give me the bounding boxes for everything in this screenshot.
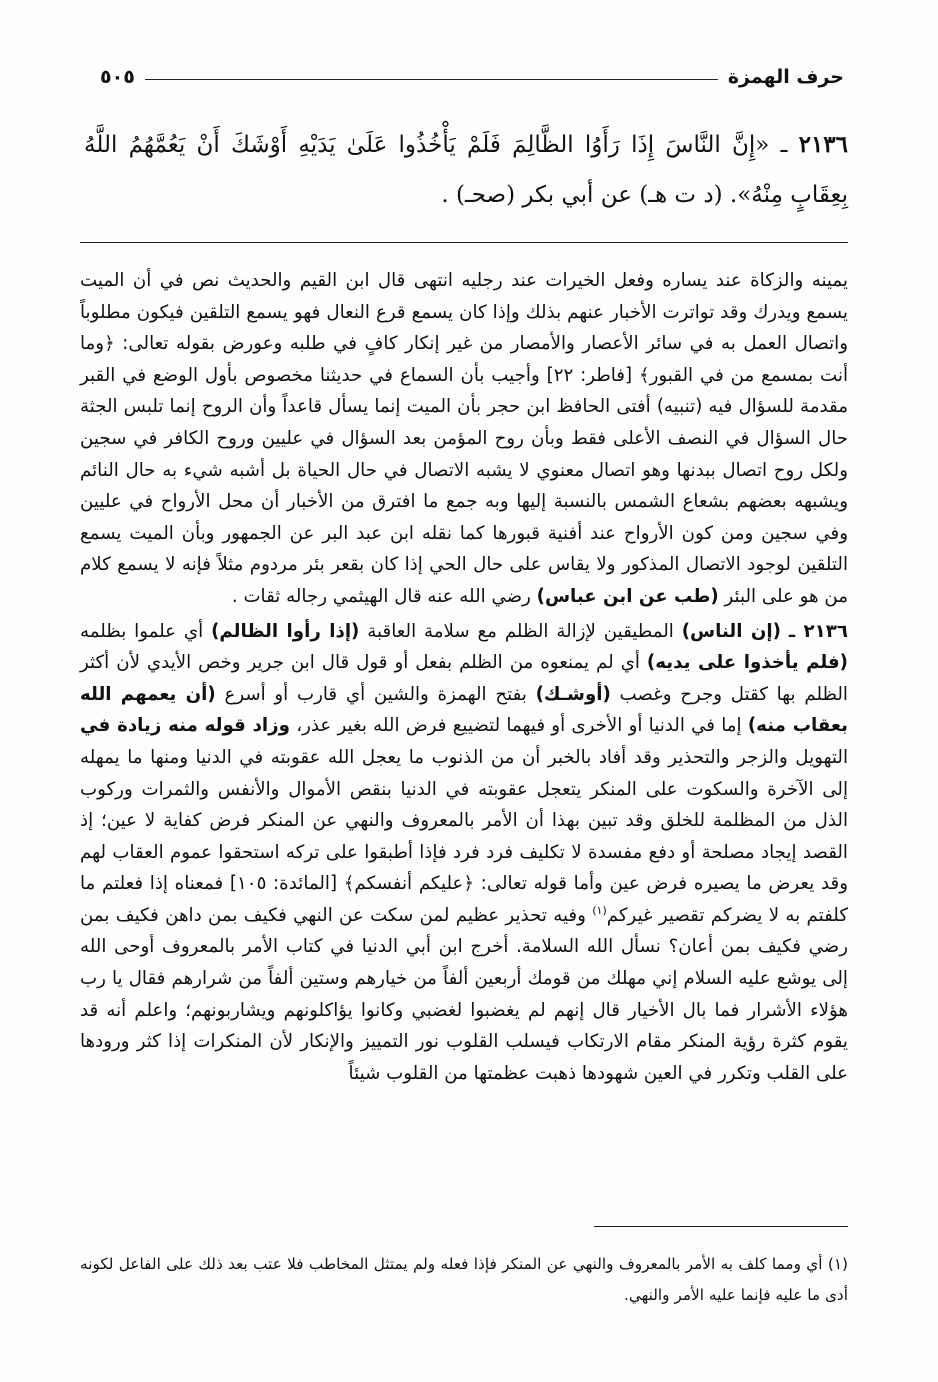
footnote-text: أي ومما كلف به الأمر بالمعروف والنهي عن المنكر فإذا فعله ولم يمتثل المخاطب فلا عتب بعد ذلك على الفاعل لكونه أدى ما عليه فإنما عليه الأمر والنهي. — [80, 1255, 848, 1304]
commentary-text: أي لم يمنعوه من الظلم بفعل أو قول قال ابن جرير وخص الأيدي لأن أكثر الظلم بها كقتل وجرح وغصب — [80, 652, 848, 705]
commentary — [80, 265, 848, 1089]
quoted-term: (إن الناس) — [681, 620, 781, 642]
commentary-text: وفيه تحذير عظيم لمن سكت عن النهي فكيف بمن داهن فكيف بمن رضي فكيف بمن أعان؟ نسأل الله السلامة. أخرج ابن أبي الدنيا في كتاب الأمر بالمعروف أوحى الله إلى يوشع عليه السلام إني مهلك من قومك أربعين ألفاً من خيارهم وستين ألفاً من شرارهم فقال يا رب هؤلاء الأشرار فما بال الأخيار قال إنهم لم يغضبوا لغضبي وكانوا يؤاكلونهم ويشاربونهم؛ واعلم أنه قد يقوم كثرة رؤية المنكر مقام الارتكاب فيسلب القلوب نور التمييز والإنكار لأن المنكرات إذا كثر ورودها على القلب وتكرر في العين شهودها ذهبت عظمتها من القلوب شيئاً — [80, 904, 848, 1084]
footnote-marker: (١) — [827, 1255, 848, 1273]
quoted-term: (إذا رأوا الظالم) — [211, 620, 360, 642]
hadith-number: ٢١٣٦ — [798, 131, 849, 158]
commentary-text: يمينه والزكاة عند يساره وفعل الخيرات عند رجليه انتهى قال ابن القيم والحديث نص في أن الميت يسمع ويدرك وقد تواترت الأخبار عنهم بذلك وإذا كان يسمع قرع النعال فهو يسمع التلقين فيكون مطلوباً واتصال العمل به في سائر الأعصار والأمصار من غير إنكار كافٍ في طلبه وعورض بقوله تعالى: ﴿وما أنت بمسمع من في القبور﴾ [فاطر: ٢٢] وأجيب بأن السماع في حديثنا مخصوص بأول الوضع في القبر مقدمة للسؤال فيه (تنبيه) أفتى الحافظ ابن حجر بأن الميت إنما يسأل قاعداً وأن الروح إنما تلبس الجثة حال السؤال في النصف الأعلى فقط وبأن روح المؤمن بعد السؤال في عليين وروح الكافر في سجين ولكل روح اتصال ببدنها وهو اتصال معنوي لا يشبه الاتصال في حال الحياة بل أشبه شيء به حال النائم ويشبهه بعضهم بشعاع الشمس بالنسبة إليها وبه جمع ما افترق من الأخبار أن محل الأرواح في عليين وفي سجين ومن كون الأرواح عند أفنية قبورها كما نقله ابن عبد البر عن الجمهور وبأن الميت يسمع التلقين لوجود الاتصال المذكور ولا يقاس على حال الحي إذا كان بقعر بئر مردوم مثلاً فإنه لا يسمع كلام من هو على البئر — [80, 270, 848, 607]
footnote-reference[interactable]: (١) — [592, 903, 607, 917]
commentary-paragraph-2136 — [80, 616, 848, 1090]
quoted-term: (أوشـك) — [535, 683, 611, 705]
commentary-text: إما في الدنيا أو الأخرى أو فيهما لتضييع فرض الله بغير عذر، — [296, 715, 742, 737]
running-header — [100, 60, 844, 100]
commentary-text: أي علموا بظلمه — [80, 620, 204, 642]
quoted-term: وزاد قوله منه زيادة في — [80, 715, 290, 737]
commentary-paragraph-continued — [80, 265, 848, 613]
page-number: ٥٠٥ — [100, 66, 135, 88]
commentary-text: بفتح الهمزة والشين أي قارب أو أسرع — [224, 683, 527, 705]
hadith-separator: ـ — [780, 132, 788, 158]
hadith-text — [84, 120, 848, 220]
footnote-divider — [594, 1226, 848, 1227]
quoted-term: (أن يعمهم الله بعقاب منه) — [80, 683, 848, 737]
hadith-matn: «إِنَّ النَّاسَ إِذَا رَأَوُا الظَّالِمَ فَلَمْ يَأْخُذُوا عَلَىٰ يَدَيْهِ أَوْشَكَ أَنْ يَعُمَّهُمُ اللَّهُ بِعِقَابٍ مِنْهُ». — [84, 132, 848, 208]
commentary-number: ٢١٣٦ ـ — [788, 620, 848, 642]
commentary-source: (طب عن ابن عباس) — [536, 585, 719, 607]
commentary-text: رضي الله عنه قال الهيثمي رجاله ثقات . — [231, 585, 531, 607]
section-divider — [80, 242, 848, 243]
commentary-text: المطيقين لإزالة الظلم مع سلامة العاقبة — [367, 620, 674, 642]
hadith-source: (د ت هـ) عن أبي بكر (صحـ) . — [441, 182, 723, 208]
footnote — [80, 1249, 848, 1311]
chapter-title: حرف الهمزة — [727, 66, 844, 88]
quoted-term: (فلم يأخذوا على يديه) — [646, 652, 848, 674]
header-rule — [145, 79, 718, 80]
commentary-text: التهويل والزجر والتحذير وقد أفاد بالخبر أن من الذنوب ما يعجل الله عقوبته في الدنيا ومنها ما يمهله إلى الآخرة والسكوت على المنكر يتعجل عقوبته في الدنيا بنقص الأموال والأنفس والثمرات وركوب الذل من المظلمة للخلق وقد تبين بهذا أن الأمر بالمعروف والنهي عن المنكر فرض كفاية لا عين؛ إذ القصد إيجاد مصلحة أو دفع مفسدة لا تكليف فرد فرد فإذا أطبقوا على تركه استحقوا عموم العقاب لهم وقد يعرض ما يصيره فرض عين وأما قوله تعالى: ﴿عليكم أنفسكم﴾ [المائدة: ١٠٥] فمعناه إذا فعلتم ما كلفتم به لا يضركم تقصير غيركم — [80, 746, 848, 926]
